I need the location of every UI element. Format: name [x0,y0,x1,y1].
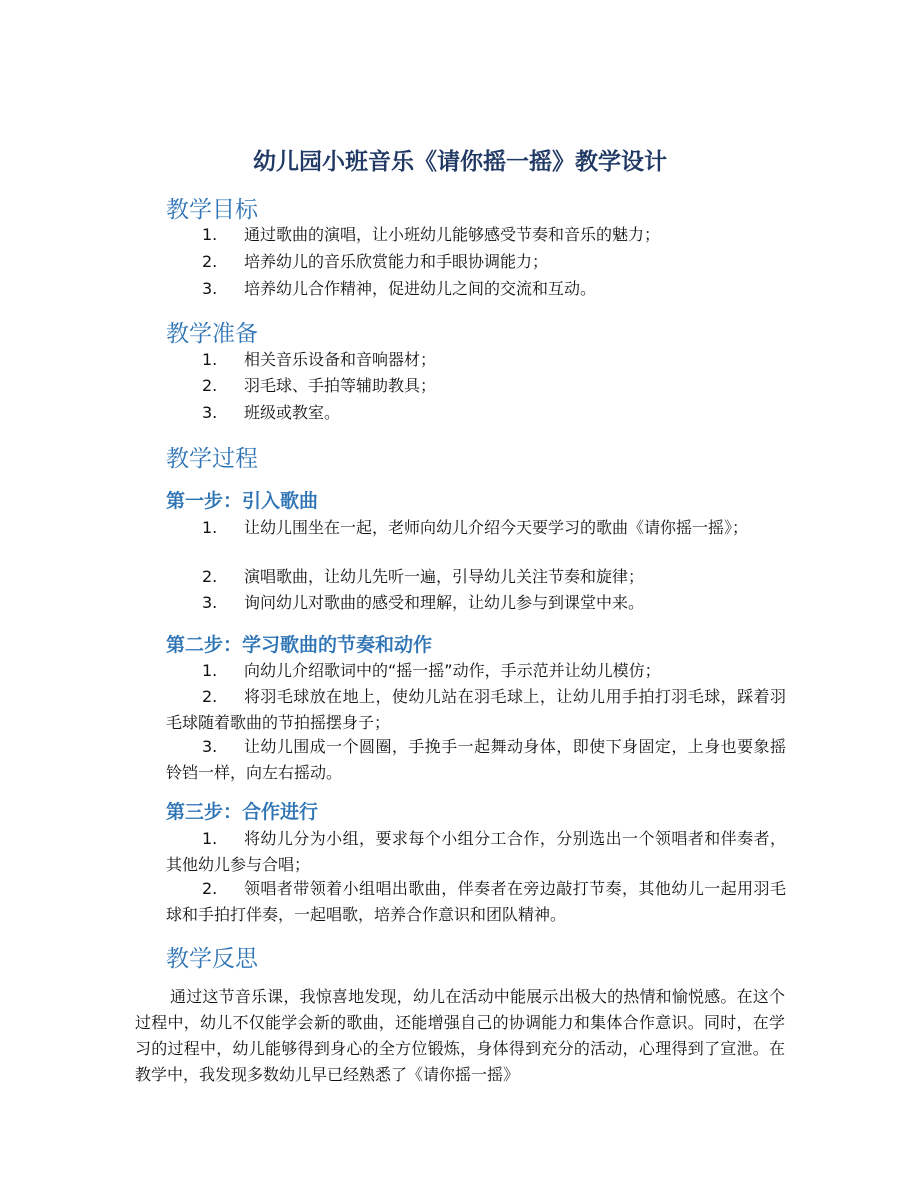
list-number: 2. [202,687,218,706]
prep-item-1 [166,347,786,373]
step1-item-1 [166,515,786,541]
list-item-text: 班级或教室。 [244,403,341,422]
step2-item-3 [166,734,786,786]
step2-item-2 [166,684,786,736]
list-item-text: 羽毛球、手拍等辅助教具； [244,376,437,395]
step3-item-2 [166,876,786,928]
list-number: 2. [202,252,218,271]
subheading-step2: 第二步：学习歌曲的节奏和动作 [166,634,433,656]
section-heading-prep: 教学准备 [166,321,258,347]
list-number: 2. [202,879,218,898]
list-item-text: 培养幼儿的音乐欣赏能力和手眼协调能力； [244,252,549,271]
list-number: 3. [202,279,218,298]
list-number: 3. [202,403,218,422]
list-item-text: 培养幼儿合作精神，促进幼儿之间的交流和互动。 [244,279,597,298]
list-number: 1. [202,225,218,244]
list-item-text: 演唱歌曲，让幼儿先听一遍，引导幼儿关注节奏和旋律； [244,567,645,586]
prep-item-2 [166,373,786,399]
list-item-text: 让幼儿围成一个圆圈，手挽手一起舞动身体，即使下身固定，上身也要象摇铃铛一样，向左右摇动。 [166,737,786,782]
list-number: 1. [202,518,218,537]
list-number: 2. [202,376,218,395]
list-number: 2. [202,567,218,586]
list-item-text: 相关音乐设备和音响器材； [244,350,437,369]
section-heading-process: 教学过程 [166,446,258,472]
list-item-text: 领唱者带领着小组唱出歌曲，伴奏者在旁边敲打节奏，其他幼儿一起用羽毛球和手拍打伴奏，一起唱歌，培养合作意识和团队精神。 [166,879,786,924]
list-item-text: 通过歌曲的演唱，让小班幼儿能够感受节奏和音乐的魅力； [244,225,661,244]
goals-item-1 [166,222,786,248]
section-heading-reflection: 教学反思 [166,946,258,972]
step2-item-1 [166,658,786,684]
list-number: 1. [202,350,218,369]
step1-item-2 [166,564,786,590]
list-number: 1. [202,661,218,680]
goals-item-3 [166,276,786,302]
list-number: 3. [202,593,218,612]
prep-item-3 [166,400,786,426]
list-item-text: 将羽毛球放在地上，使幼儿站在羽毛球上，让幼儿用手拍打羽毛球，踩着羽毛球随着歌曲的节拍摇摆身子； [166,687,786,732]
reflection-paragraph: 通过这节音乐课，我惊喜地发现，幼儿在活动中能展示出极大的热情和愉悦感。在这个过程中，幼儿不仅能学会新的歌曲，还能增强自己的协调能力和集体合作意识。同时，在学习的过程中，幼儿能够得到身心的全方位锻炼，身体得到充分的活动，心理得到了宣泄。在教学中，我发现多数幼儿早已经熟悉了《请你摇一摇》 [135,987,785,1084]
step1-item-3 [166,590,786,616]
subheading-step1: 第一步：引入歌曲 [166,490,319,512]
list-item-text: 向幼儿介绍歌词中的“摇一摇”动作，手示范并让幼儿模仿； [244,661,661,680]
list-item-text: 将幼儿分为小组，要求每个小组分工合作，分别选出一个领唱者和伴奏者，其他幼儿参与合唱； [166,829,786,874]
step3-item-1 [166,826,786,878]
list-number: 1. [202,829,218,848]
document-title: 幼儿园小班音乐《请你摇一摇》教学设计 [253,149,667,175]
list-number: 3. [202,737,218,756]
goals-item-2 [166,249,786,275]
list-item-text: 询问幼儿对歌曲的感受和理解，让幼儿参与到课堂中来。 [244,593,645,612]
subheading-step3: 第三步：合作进行 [166,801,319,823]
section-heading-goals: 教学目标 [166,197,258,223]
list-item-text: 让幼儿围坐在一起，老师向幼儿介绍今天要学习的歌曲《请你摇一摇》； [244,518,749,537]
